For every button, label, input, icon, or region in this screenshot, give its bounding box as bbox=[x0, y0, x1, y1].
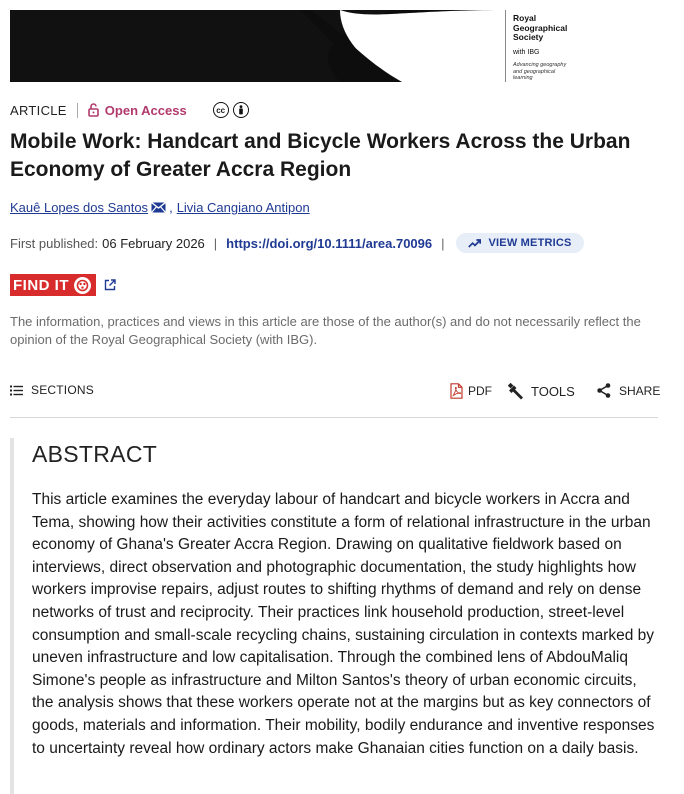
view-metrics-button[interactable] bbox=[456, 233, 584, 253]
society-tagline: Advancing geography and geographical learning bbox=[513, 62, 567, 81]
list-icon bbox=[10, 385, 23, 396]
by-icon[interactable] bbox=[233, 102, 249, 118]
first-published-label: First published: bbox=[10, 235, 99, 251]
sections-label: SECTIONS bbox=[31, 383, 94, 397]
share-icon bbox=[597, 383, 611, 398]
tools-button[interactable] bbox=[508, 383, 575, 400]
article-type: ARTICLE bbox=[10, 102, 67, 118]
article-toolbar bbox=[10, 381, 661, 403]
author-list bbox=[10, 200, 310, 215]
find-it-label: FIND IT bbox=[13, 276, 69, 294]
author-comma: , bbox=[169, 200, 173, 215]
license-icons[interactable] bbox=[213, 102, 249, 118]
society-suffix: with IBG bbox=[513, 49, 540, 56]
article-title: Mobile Work: Handcart and Bicycle Workers Across the Urban Economy of Greater Accra Region bbox=[10, 130, 631, 181]
open-access-label: Open Access bbox=[104, 102, 187, 118]
author-link[interactable]: Kauê Lopes dos Santos bbox=[10, 200, 149, 215]
journal-title: AREA bbox=[406, 46, 484, 76]
first-published-date: 06 February 2026 bbox=[102, 235, 205, 251]
society-name: Royal Geographical Society bbox=[513, 13, 568, 42]
abstract-text: This article examines the everyday labour of handcart and bicycle workers in Accra and Tema, showing how their activities constitute a form of relational infrastructure in the urban economy of Ghana's Greater Accra Region. Drawing on qualitative fieldwork based on interviews, direct observation and photographic documentation, the study highlights how workers improvise repairs, adjust routes to shifting rhythms of demand and rely on dense networks of trust and reciprocity. Their practices link household production, street-level consumption and small-scale recycling chains, sustaining circulation in contexts marked by uneven infrastructure and low capitalisation. Through the combined lens of AbdouMaliq Simone's people as infrastructure and Milton Santos's theory of urban economic circuits, the analysis shows that these workers operate not at the margins but as key connectors of goods, materials and information. Their mobility, bodily endurance and inventive responses to uncertainty reveal how ordinary actors make Ghanaian cities function on a daily basis. bbox=[32, 491, 655, 757]
share-button[interactable] bbox=[597, 383, 660, 398]
pdf-label: PDF bbox=[468, 384, 492, 398]
find-it-button[interactable] bbox=[10, 274, 96, 296]
pdf-button[interactable] bbox=[450, 383, 492, 399]
author-link[interactable]: Livia Cangiano Antipon bbox=[176, 200, 310, 215]
doi-link[interactable]: https://doi.org/10.1111/area.70096 bbox=[226, 235, 433, 251]
external-link-icon[interactable] bbox=[104, 279, 116, 291]
share-label: SHARE bbox=[619, 383, 661, 398]
abstract-accent-bar bbox=[10, 438, 14, 794]
envelope-icon[interactable] bbox=[151, 202, 166, 213]
publication-info bbox=[10, 232, 584, 254]
unlock-icon bbox=[88, 103, 99, 117]
abstract-heading: ABSTRACT bbox=[32, 441, 158, 467]
wrench-icon bbox=[508, 383, 525, 400]
pub-separator: | bbox=[441, 235, 445, 251]
sections-button[interactable] bbox=[10, 383, 94, 397]
meta-divider bbox=[77, 103, 78, 118]
journal-banner[interactable] bbox=[10, 10, 572, 82]
society-logo bbox=[505, 10, 572, 82]
cc-icon[interactable]: cc bbox=[213, 102, 229, 118]
toolbar-divider bbox=[10, 417, 658, 418]
find-it-logo-icon bbox=[74, 277, 91, 294]
society-disclaimer: The information, practices and views in this article are those of the author(s) and do not necessarily reflect the opinion of the Royal Geographical Society (with IBG). bbox=[10, 314, 641, 347]
pub-separator: | bbox=[213, 235, 218, 251]
view-metrics-label: VIEW METRICS bbox=[488, 237, 572, 249]
tools-label: TOOLS bbox=[531, 384, 575, 399]
pdf-icon bbox=[450, 383, 463, 399]
open-access-badge bbox=[88, 103, 187, 118]
trending-up-icon bbox=[468, 239, 481, 248]
article-meta-row bbox=[10, 101, 249, 119]
